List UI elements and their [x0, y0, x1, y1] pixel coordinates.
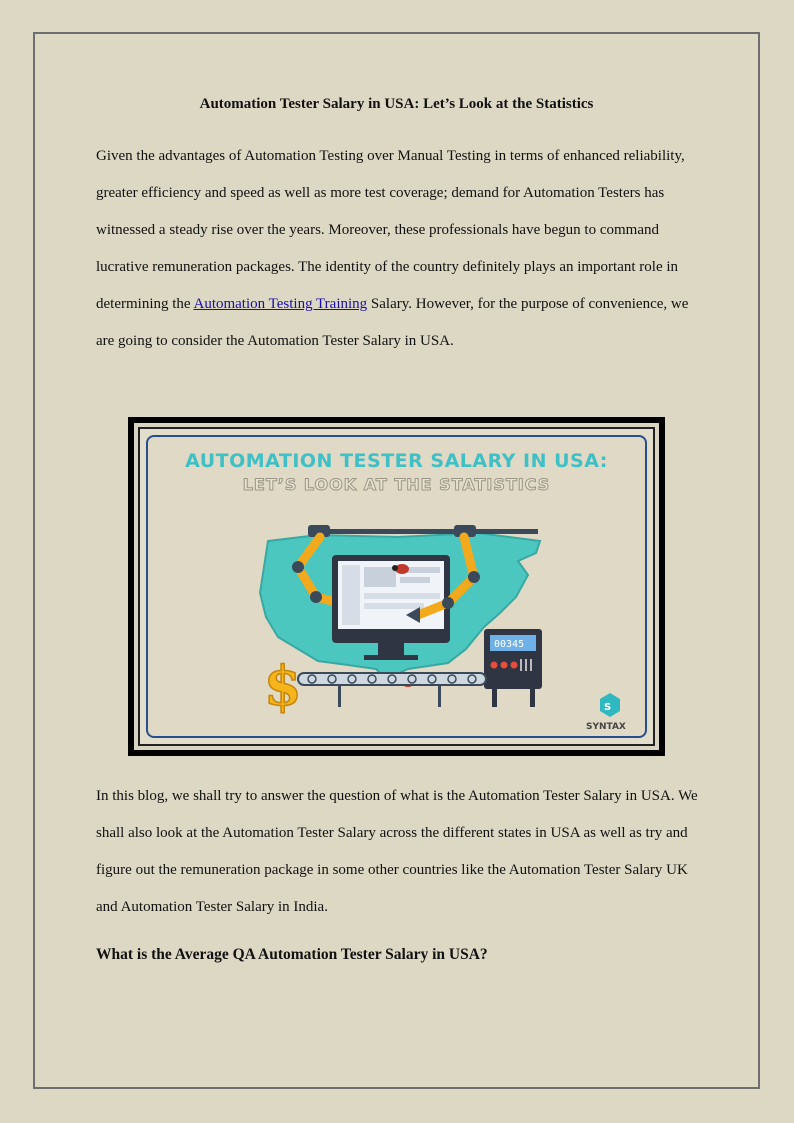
counter-display: 00345	[494, 639, 525, 650]
dollar-sign-icon: $	[264, 654, 302, 718]
svg-text:S: S	[604, 702, 612, 713]
figure-banner	[146, 435, 647, 738]
intro-text-before-link: Given the advantages of Automation Testing over Manual Testing in terms of enhanced reliability, greater efficiency and speed as well as more test coverage; demand for Automation Testers has witnessed a steady rise over the years. Moreover, these professionals have begun to command lucrative remuneration packages. The identity of the country definitely plays an important role in determining the	[96, 148, 685, 312]
section-heading: What is the Average QA Automation Tester Salary in USA?	[96, 946, 488, 963]
article-figure	[128, 417, 665, 756]
intro-text-after-link: Salary. However, for the purpose of convenience, we are going to consider the Automation Tester Salary in USA.	[96, 296, 689, 349]
robot-rail	[318, 529, 538, 534]
automation-illustration	[148, 437, 647, 738]
control-panel	[484, 629, 542, 707]
article-title: Automation Tester Salary in USA: Let’s Look at the Statistics	[199, 96, 594, 112]
intro-paragraph	[96, 138, 706, 360]
automation-testing-training-link[interactable]: Automation Testing Training	[193, 296, 368, 312]
figure-banner-subtitle: LET’S LOOK AT THE STATISTICS	[242, 475, 551, 494]
body-paragraph: In this blog, we shall try to answer the question of what is the Automation Tester Salary in USA. We shall also look at the Automation Tester Salary across the different states in USA as well as try and figure out the remuneration package in some other countries like the Automation Tester Salary UK and Automation Tester Salary in India.	[96, 788, 698, 915]
conveyor-belt	[298, 673, 486, 707]
syntax-logo	[586, 693, 626, 732]
syntax-brand-text: SYNTAX	[586, 722, 626, 732]
figure-banner-title: AUTOMATION TESTER SALARY IN USA:	[185, 450, 608, 472]
